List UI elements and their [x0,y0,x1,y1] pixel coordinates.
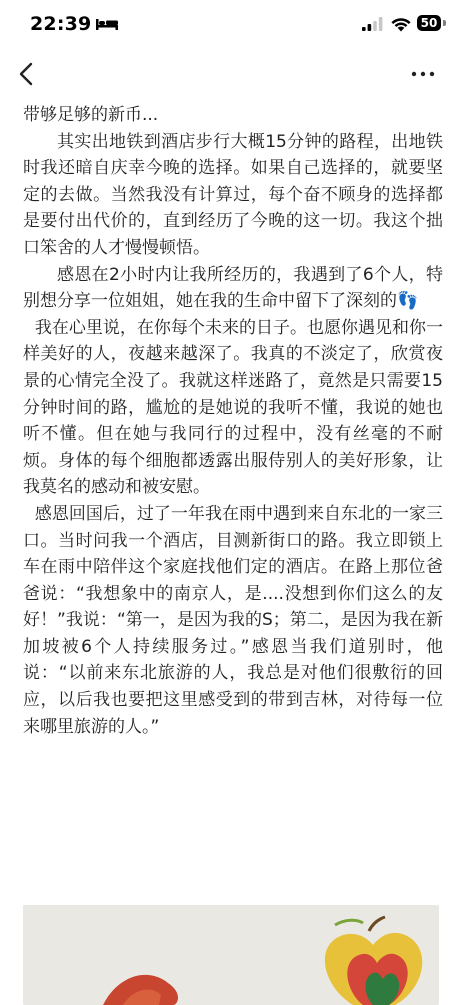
status-bar [0,0,462,44]
battery-indicator [417,15,447,33]
article-body [23,102,443,740]
article-paragraph: 感恩在2小时内让我所经历的，我遇到了6个人，特别想分享一位姐姐，她在我的生命中留下了深刻的👣 [23,264,443,312]
article-paragraph: 带够足够的新币... [23,105,159,125]
article-paragraph: 其实出地铁到酒店步行大概15分钟的路程，出地铁时我还暗自庆幸今晚的选择。如果自己选择的，就要坚定的去做。当然我没有计算过，每个奋不顾身的选择都是要付出代价的，直到经历了今晚的这一切。我这个拙口笨舍的人才慢慢顿悟。 [23,131,443,258]
battery-nub [443,20,446,26]
sleep-focus-icon [96,17,118,30]
article-paragraph: 我在心里说，在你每个未来的日子。也愿你遇见和你一样美好的人，夜越来越深了。我真的不淡定了，欣赏夜景的心情完全没了。我就这样迷路了，竟然是只需要15分钟时间的路，尴尬的是她说的我听不懂，我说的她也听不懂。但在她与我同行的过程中，没有丝毫的不耐烦。身体的每个细胞都透露出服侍别人的美好形象，让我莫名的感动和被安慰。 [23,317,443,498]
cellular-signal-icon [362,17,384,31]
battery-level: 50 [417,15,441,31]
wifi-icon [390,16,412,32]
article-paragraph: 感恩回国后，过了一年我在雨中遇到来自东北的一家三口。当时问我一个酒店，目测新街口的路。我立即锁上车在雨中陪伴这个家庭找他们定的酒店。在路上那位爸爸说：“我想象中的南京人，是....没想到你们这么的友好！”我说：“第一，是因为我的S；第二，是因为我在新加坡被6个人持续服务过。”感恩当我们道别时，他说：“以前来东北旅游的人，我总是对他们很敷衍的回应，以后我也要把这里感受到的带到吉林，对待每一位来哪里旅游的人。” [23,503,443,737]
status-time: 22:39 [30,13,92,35]
more-options-icon[interactable] [408,64,438,84]
navigation-bar [0,44,462,102]
article-photo-image [23,905,439,1005]
back-chevron-icon[interactable] [16,62,38,86]
article-photo[interactable] [23,905,439,1005]
